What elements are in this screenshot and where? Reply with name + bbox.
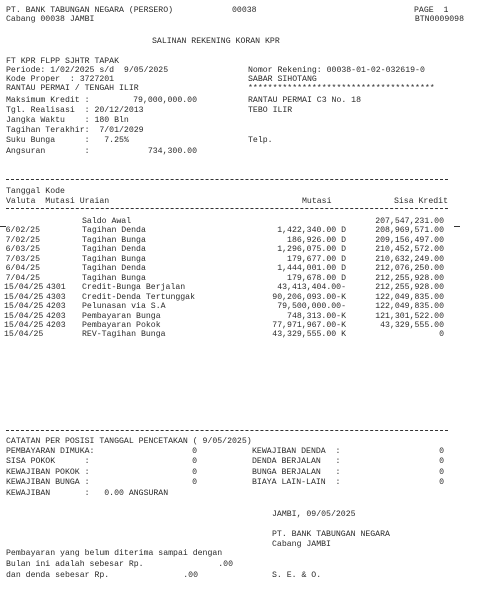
row-sisa-kredit: 212,076,250.00 <box>375 264 444 274</box>
row-description: Pelunasan via S.A <box>82 302 166 312</box>
row-description: Pembayaran Pokok <box>82 320 161 330</box>
outstanding-month-label: Bulan ini adalah sebesar Rp. <box>6 560 144 569</box>
row-mutasi: 1,296,075.00 D <box>277 245 346 255</box>
note-left-label: KEWAJIBAN POKOK : <box>6 467 90 477</box>
row-date: 7/04/25 <box>5 273 40 283</box>
row-mutasi: 748,313.00-K <box>287 311 346 321</box>
note-right-label: BIAYA LAIN-LAIN : <box>252 477 341 487</box>
row-description: Tagihan Bunga <box>82 235 146 245</box>
note-left-value: 0 <box>192 457 197 467</box>
realization-date: Tgl. Realisasi : 20/12/2013 <box>6 106 144 115</box>
row-sisa-kredit: 207,547,231.00 <box>375 217 444 226</box>
row-mutasi: 1,422,340.00 D <box>277 226 346 236</box>
divider <box>6 430 448 431</box>
row-mutasi: 77,971,967.00-K <box>272 320 346 330</box>
row-sisa-kredit: 210,452,572.00 <box>375 245 444 255</box>
row-sisa-kredit: 208,969,571.00 <box>375 226 444 236</box>
address-line-1: RANTAU PERMAI C3 No. 18 <box>248 96 362 105</box>
row-mutasi: 79,500,000.00- <box>277 302 346 312</box>
row-date: 6/03/25 <box>5 245 40 255</box>
penalty-value: .00 <box>183 571 198 580</box>
row-sisa-kredit: 43,329,555.00 <box>380 320 444 330</box>
row-sisa-kredit: 122,049,835.00 <box>375 302 444 312</box>
note-left-label: KEWAJIBAN BUNGA : <box>6 477 90 487</box>
account-holder: SABAR SIHOTANG <box>248 75 317 84</box>
se-and-o: S. E. & O. <box>272 571 322 580</box>
row-sisa-kredit: 210,632,249.00 <box>375 254 444 264</box>
row-mutasi: 186,926.00 D <box>287 235 346 245</box>
row-code: 4203 <box>46 320 66 330</box>
account-number: Nomor Rekening: 00038-01-02-032619-0 <box>248 66 425 75</box>
location: RANTAU PERMAI / TENGAH ILIR <box>6 84 139 93</box>
row-code: 4203 <box>46 311 66 321</box>
note-right-label: BUNGA BERJALAN : <box>252 467 341 477</box>
row-mutasi: 179,677.00 D <box>287 254 346 264</box>
row-description: Saldo Awal <box>82 217 132 226</box>
max-credit-label: Maksimum Kredit : <box>6 96 90 105</box>
row-date: 15/04/25 <box>4 320 44 330</box>
note-right-label: KEWAJIBAN DENDA : <box>252 447 341 456</box>
row-code: 4301 <box>46 283 66 293</box>
row-sisa-kredit: 212,255,928.00 <box>375 283 444 293</box>
row-code: 4203 <box>46 302 66 312</box>
table-header-line-1: Tanggal Kode <box>6 187 65 196</box>
phone: Telp. <box>248 136 273 145</box>
note-left-value: 0 <box>192 447 197 456</box>
notes-title: CATATAN PER POSISI TANGGAL PENCETAKAN ( 9/05/2025) <box>6 437 252 446</box>
outstanding-month-value: .00 <box>218 560 233 569</box>
row-date: 7/03/25 <box>5 254 40 264</box>
row-code: 4303 <box>46 292 66 302</box>
row-sisa-kredit: 212,255,928.00 <box>375 273 444 283</box>
interest-rate: Suku Bunga : 7.25% <box>6 136 129 145</box>
max-credit-value: 79,000,000.00 <box>133 96 197 105</box>
row-description: Tagihan Bunga <box>82 254 146 264</box>
note-right-value: 0 <box>439 467 444 477</box>
table-header-line-2: Valuta Mutasi Uraian <box>6 197 110 206</box>
divider <box>6 208 448 209</box>
row-description: Pembayaran Bunga <box>82 311 161 321</box>
note-right-value: 0 <box>439 447 444 456</box>
row-date: 15/04/25 <box>4 330 44 340</box>
row-date: 15/04/25 <box>4 311 44 321</box>
divider <box>6 179 448 180</box>
outstanding-note: Pembayaran yang belum diterima sampai dengan <box>6 549 223 558</box>
row-sisa-kredit: 122,049,835.00 <box>375 292 444 302</box>
signature-branch: Cabang JAMBI <box>272 540 331 549</box>
row-description: REV-Tagihan Bunga <box>82 330 166 340</box>
row-mutasi: 43,413,404.00- <box>277 283 346 293</box>
row-sisa-kredit: 209,156,497.00 <box>375 235 444 245</box>
note-left-value: 0 <box>192 467 197 477</box>
signature-bank: PT. BANK TABUNGAN NEGARA <box>272 530 390 539</box>
term: Jangka Waktu : 180 Bln <box>6 116 129 125</box>
row-mutasi: 1,444,001.00 D <box>277 264 346 274</box>
document-title: SALINAN REKENING KORAN KPR <box>152 37 280 46</box>
row-description: Tagihan Denda <box>82 264 146 274</box>
row-description: Tagihan Bunga <box>82 273 146 283</box>
product-name: FT KPR FLPP SJHTR TAPAK <box>6 57 120 66</box>
row-mutasi: 90,206,093.00-K <box>272 292 346 302</box>
row-mutasi: 179,678.00 D <box>287 273 346 283</box>
row-date: 15/04/25 <box>4 283 44 293</box>
margin-mark <box>454 226 460 227</box>
row-mutasi: 43,329,555.00 K <box>272 330 346 340</box>
row-date: 15/04/25 <box>4 302 44 312</box>
row-description: Tagihan Denda <box>82 226 146 236</box>
place-date: JAMBI, 09/05/2025 <box>272 510 356 519</box>
row-description: Credit-Bunga Berjalan <box>82 283 186 293</box>
row-date: 7/02/25 <box>5 235 40 245</box>
branch-code: 00038 <box>232 6 257 15</box>
column-sisa-kredit: Sisa Kredit <box>393 197 448 206</box>
note-left-label: SISA POKOK : <box>6 457 90 467</box>
page-number: PAGE 1 <box>414 6 449 15</box>
document-number: BTN0009098 <box>414 15 464 24</box>
period: Periode: 1/02/2025 s/d 9/05/2025 <box>6 66 169 75</box>
row-sisa-kredit: 121,301,522.00 <box>375 311 444 321</box>
row-description: Tagihan Denda <box>82 245 146 255</box>
last-bill: Tagihan Terakhir: 7/01/2029 <box>6 126 144 135</box>
penalty-label: dan denda sebesar Rp. <box>6 571 110 580</box>
stars-divider: ************************************** <box>248 84 435 93</box>
row-date: 6/04/25 <box>5 264 40 274</box>
note-right-label: DENDA BERJALAN : <box>252 457 341 467</box>
bank-name: PT. BANK TABUNGAN NEGARA (PERSERO) <box>6 6 174 15</box>
project-code: Kode Proper : 3727201 <box>6 75 115 84</box>
row-description: Credit-Denda Tertunggak <box>82 292 196 302</box>
note-left-value: 0 <box>192 477 197 487</box>
branch-name: Cabang 00038 JAMBI <box>6 15 95 24</box>
kewajiban-angsuran: KEWAJIBAN : 0.00 ANGSURAN <box>6 489 169 498</box>
note-left-label: PEMBAYARAN DIMUKA: <box>6 447 95 456</box>
note-right-value: 0 <box>439 457 444 467</box>
address-line-2: TEBO ILIR <box>248 106 293 115</box>
installment-value: 734,300.00 <box>147 147 197 156</box>
column-mutasi: Mutasi <box>302 197 332 206</box>
installment-label: Angsuran : <box>6 147 90 156</box>
row-date: 6/02/25 <box>5 226 40 236</box>
row-date: 15/04/25 <box>4 292 44 302</box>
note-right-value: 0 <box>439 477 444 487</box>
row-sisa-kredit: 0 <box>439 330 444 340</box>
